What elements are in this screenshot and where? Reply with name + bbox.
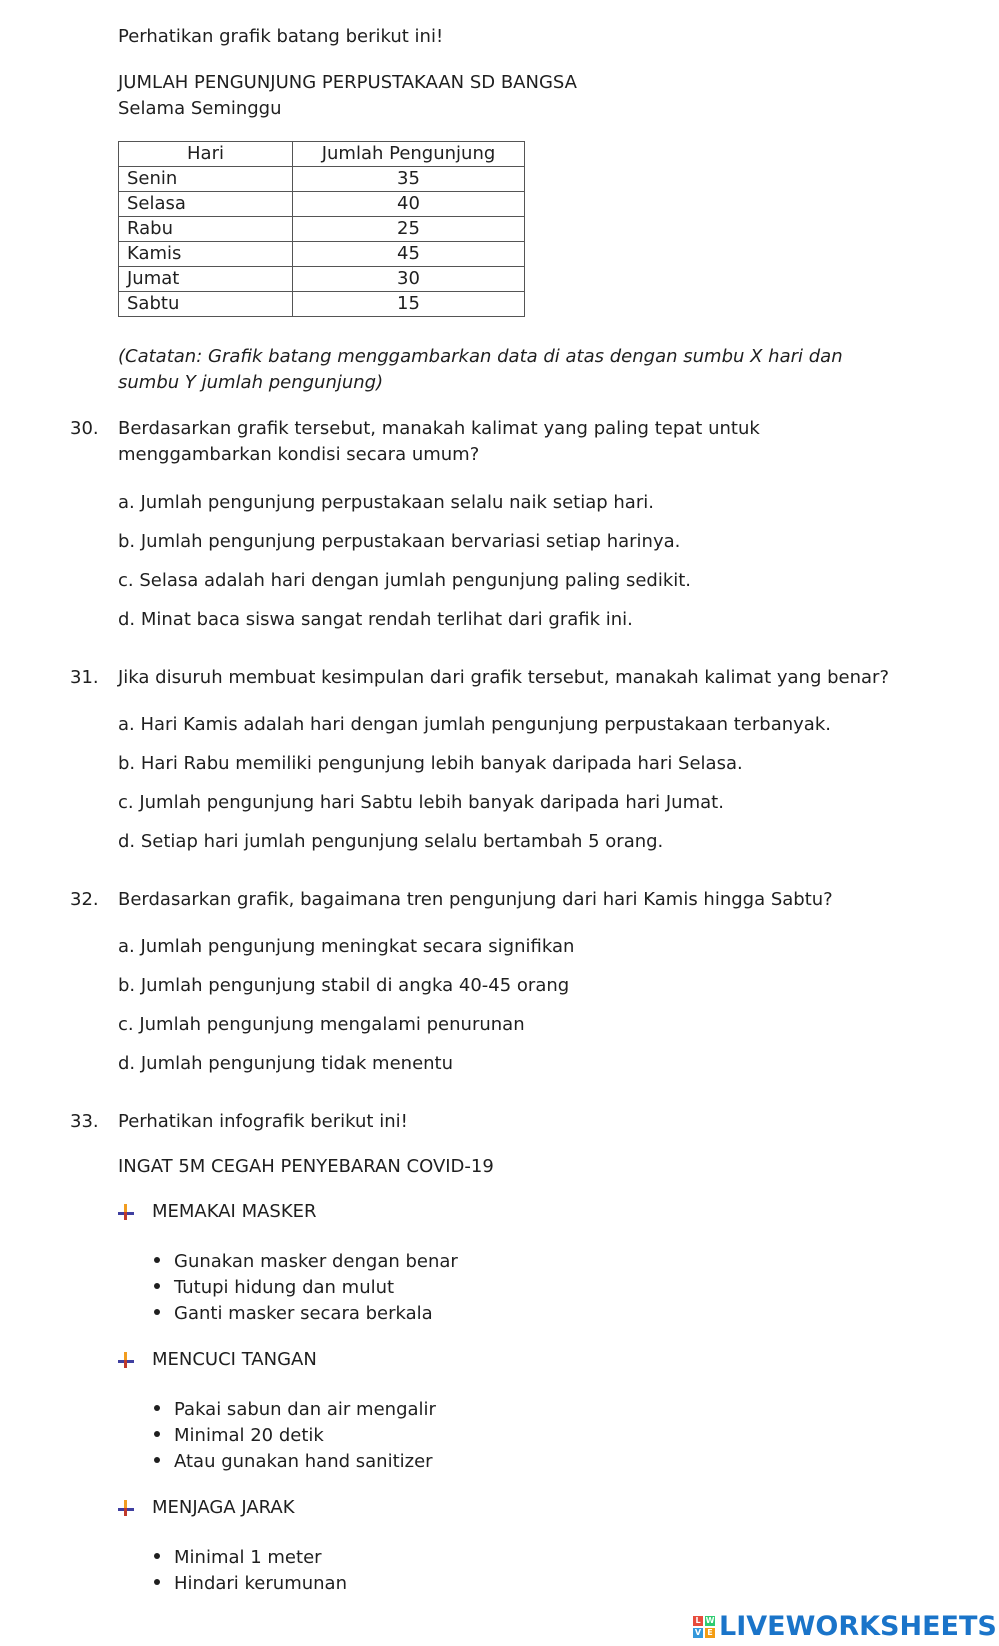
table-row (119, 242, 525, 267)
bullet-dot-icon (154, 1405, 160, 1411)
cell-day: Sabtu (119, 292, 293, 317)
question-number-33: 33. (70, 1111, 99, 1132)
option-32-b[interactable]: b. Jumlah pengunjung stabil di angka 40-45 orang (118, 975, 570, 996)
cell-day: Jumat (119, 267, 293, 292)
table-header-row (119, 142, 525, 167)
bullet-item (154, 1301, 433, 1327)
cell-value: 15 (293, 292, 525, 317)
bullet-text: Pakai sabun dan air mengalir (174, 1399, 436, 1420)
bullet-text: Tutupi hidung dan mulut (174, 1277, 395, 1298)
question-number-31: 31. (70, 667, 99, 688)
table-subtitle: Selama Seminggu (118, 98, 282, 119)
bullet-dot-icon (154, 1283, 160, 1289)
option-31-c[interactable]: c. Jumlah pengunjung hari Sabtu lebih banyak daripada hari Jumat. (118, 792, 724, 813)
bullet-dot-icon (154, 1553, 160, 1559)
option-30-d[interactable]: d. Minat baca siswa sangat rendah terlihat dari grafik ini. (118, 609, 633, 630)
option-30-b[interactable]: b. Jumlah pengunjung perpustakaan bervariasi setiap harinya. (118, 531, 681, 552)
bullet-text: Hindari kerumunan (174, 1573, 347, 1594)
cell-day: Senin (119, 167, 293, 192)
question-number-32: 32. (70, 889, 99, 910)
option-32-d[interactable]: d. Jumlah pengunjung tidak menentu (118, 1053, 454, 1074)
logo-wordmark: LIVEWORKSHEETS (719, 1611, 997, 1642)
logo-grid-icon (693, 1616, 715, 1638)
bullet-item (154, 1423, 324, 1449)
section-marker-icon (118, 1204, 134, 1220)
cell-day: Selasa (119, 192, 293, 217)
table-row (119, 292, 525, 317)
section-label-jarak: MENJAGA JARAK (152, 1497, 295, 1518)
table-row (119, 217, 525, 242)
question-text-30: Berdasarkan grafik tersebut, manakah kalimat yang paling tepat untuk menggambarkan kondisi secara umum? (118, 418, 760, 465)
section-marker-icon (118, 1500, 134, 1516)
bullet-item (154, 1397, 436, 1423)
logo-grid-letter: E (705, 1628, 715, 1638)
cell-day: Kamis (119, 242, 293, 267)
table-title: JUMLAH PENGUNJUNG PERPUSTAKAAN SD BANGSA (118, 72, 577, 93)
bullet-dot-icon (154, 1579, 160, 1585)
cell-value: 25 (293, 217, 525, 242)
bullet-text: Atau gunakan hand sanitizer (174, 1451, 433, 1472)
cell-value: 30 (293, 267, 525, 292)
bullet-dot-icon (154, 1309, 160, 1315)
question-text-33: Perhatikan infografik berikut ini! (118, 1111, 408, 1132)
bullet-item (154, 1571, 347, 1597)
option-32-c[interactable]: c. Jumlah pengunjung mengalami penurunan (118, 1014, 525, 1035)
cell-day: Rabu (119, 217, 293, 242)
column-header-visitors: Jumlah Pengunjung (293, 142, 525, 167)
liveworksheets-logo (693, 1612, 997, 1642)
bullet-text: Gunakan masker dengan benar (174, 1251, 458, 1272)
column-header-day: Hari (119, 142, 293, 167)
cell-value: 40 (293, 192, 525, 217)
bullet-dot-icon (154, 1257, 160, 1263)
visitors-table (118, 141, 525, 317)
logo-grid-letter: V (694, 1628, 702, 1637)
bullet-item (154, 1545, 322, 1571)
section-label-masker: MEMAKAI MASKER (152, 1201, 317, 1222)
table-row (119, 192, 525, 217)
section-marker-icon (118, 1352, 134, 1368)
bullet-text: Ganti masker secara berkala (174, 1303, 433, 1324)
cell-value: 45 (293, 242, 525, 267)
bullet-text: Minimal 1 meter (174, 1547, 322, 1568)
question-text-32: Berdasarkan grafik, bagaimana tren pengunjung dari hari Kamis hingga Sabtu? (118, 889, 833, 910)
option-30-a[interactable]: a. Jumlah pengunjung perpustakaan selalu naik setiap hari. (118, 492, 654, 513)
bullet-dot-icon (154, 1431, 160, 1437)
bullet-item (154, 1249, 458, 1275)
bullet-item (154, 1449, 433, 1475)
option-31-b[interactable]: b. Hari Rabu memiliki pengunjung lebih banyak daripada hari Selasa. (118, 753, 743, 774)
bullet-item (154, 1275, 394, 1301)
table-row (119, 167, 525, 192)
option-30-c[interactable]: c. Selasa adalah hari dengan jumlah pengunjung paling sedikit. (118, 570, 692, 591)
question-text-31: Jika disuruh membuat kesimpulan dari grafik tersebut, manakah kalimat yang benar? (118, 667, 889, 688)
bullet-dot-icon (154, 1457, 160, 1463)
logo-grid-letter: L (693, 1616, 703, 1626)
option-31-a[interactable]: a. Hari Kamis adalah hari dengan jumlah pengunjung perpustakaan terbanyak. (118, 714, 831, 735)
section-label-tangan: MENCUCI TANGAN (152, 1349, 317, 1370)
option-32-a[interactable]: a. Jumlah pengunjung meningkat secara signifikan (118, 936, 575, 957)
bullet-text: Minimal 20 detik (174, 1425, 324, 1446)
table-row (119, 267, 525, 292)
option-31-d[interactable]: d. Setiap hari jumlah pengunjung selalu bertambah 5 orang. (118, 831, 664, 852)
cell-value: 35 (293, 167, 525, 192)
logo-grid-letter: W (705, 1616, 715, 1625)
chart-note: (Catatan: Grafik batang menggambarkan data di atas dengan sumbu X hari dan sumbu Y jumlah pengunjung) (118, 346, 843, 393)
intro-text: Perhatikan grafik batang berikut ini! (118, 26, 444, 47)
infographic-title: INGAT 5M CEGAH PENYEBARAN COVID-19 (118, 1156, 494, 1177)
question-number-30: 30. (70, 418, 99, 439)
